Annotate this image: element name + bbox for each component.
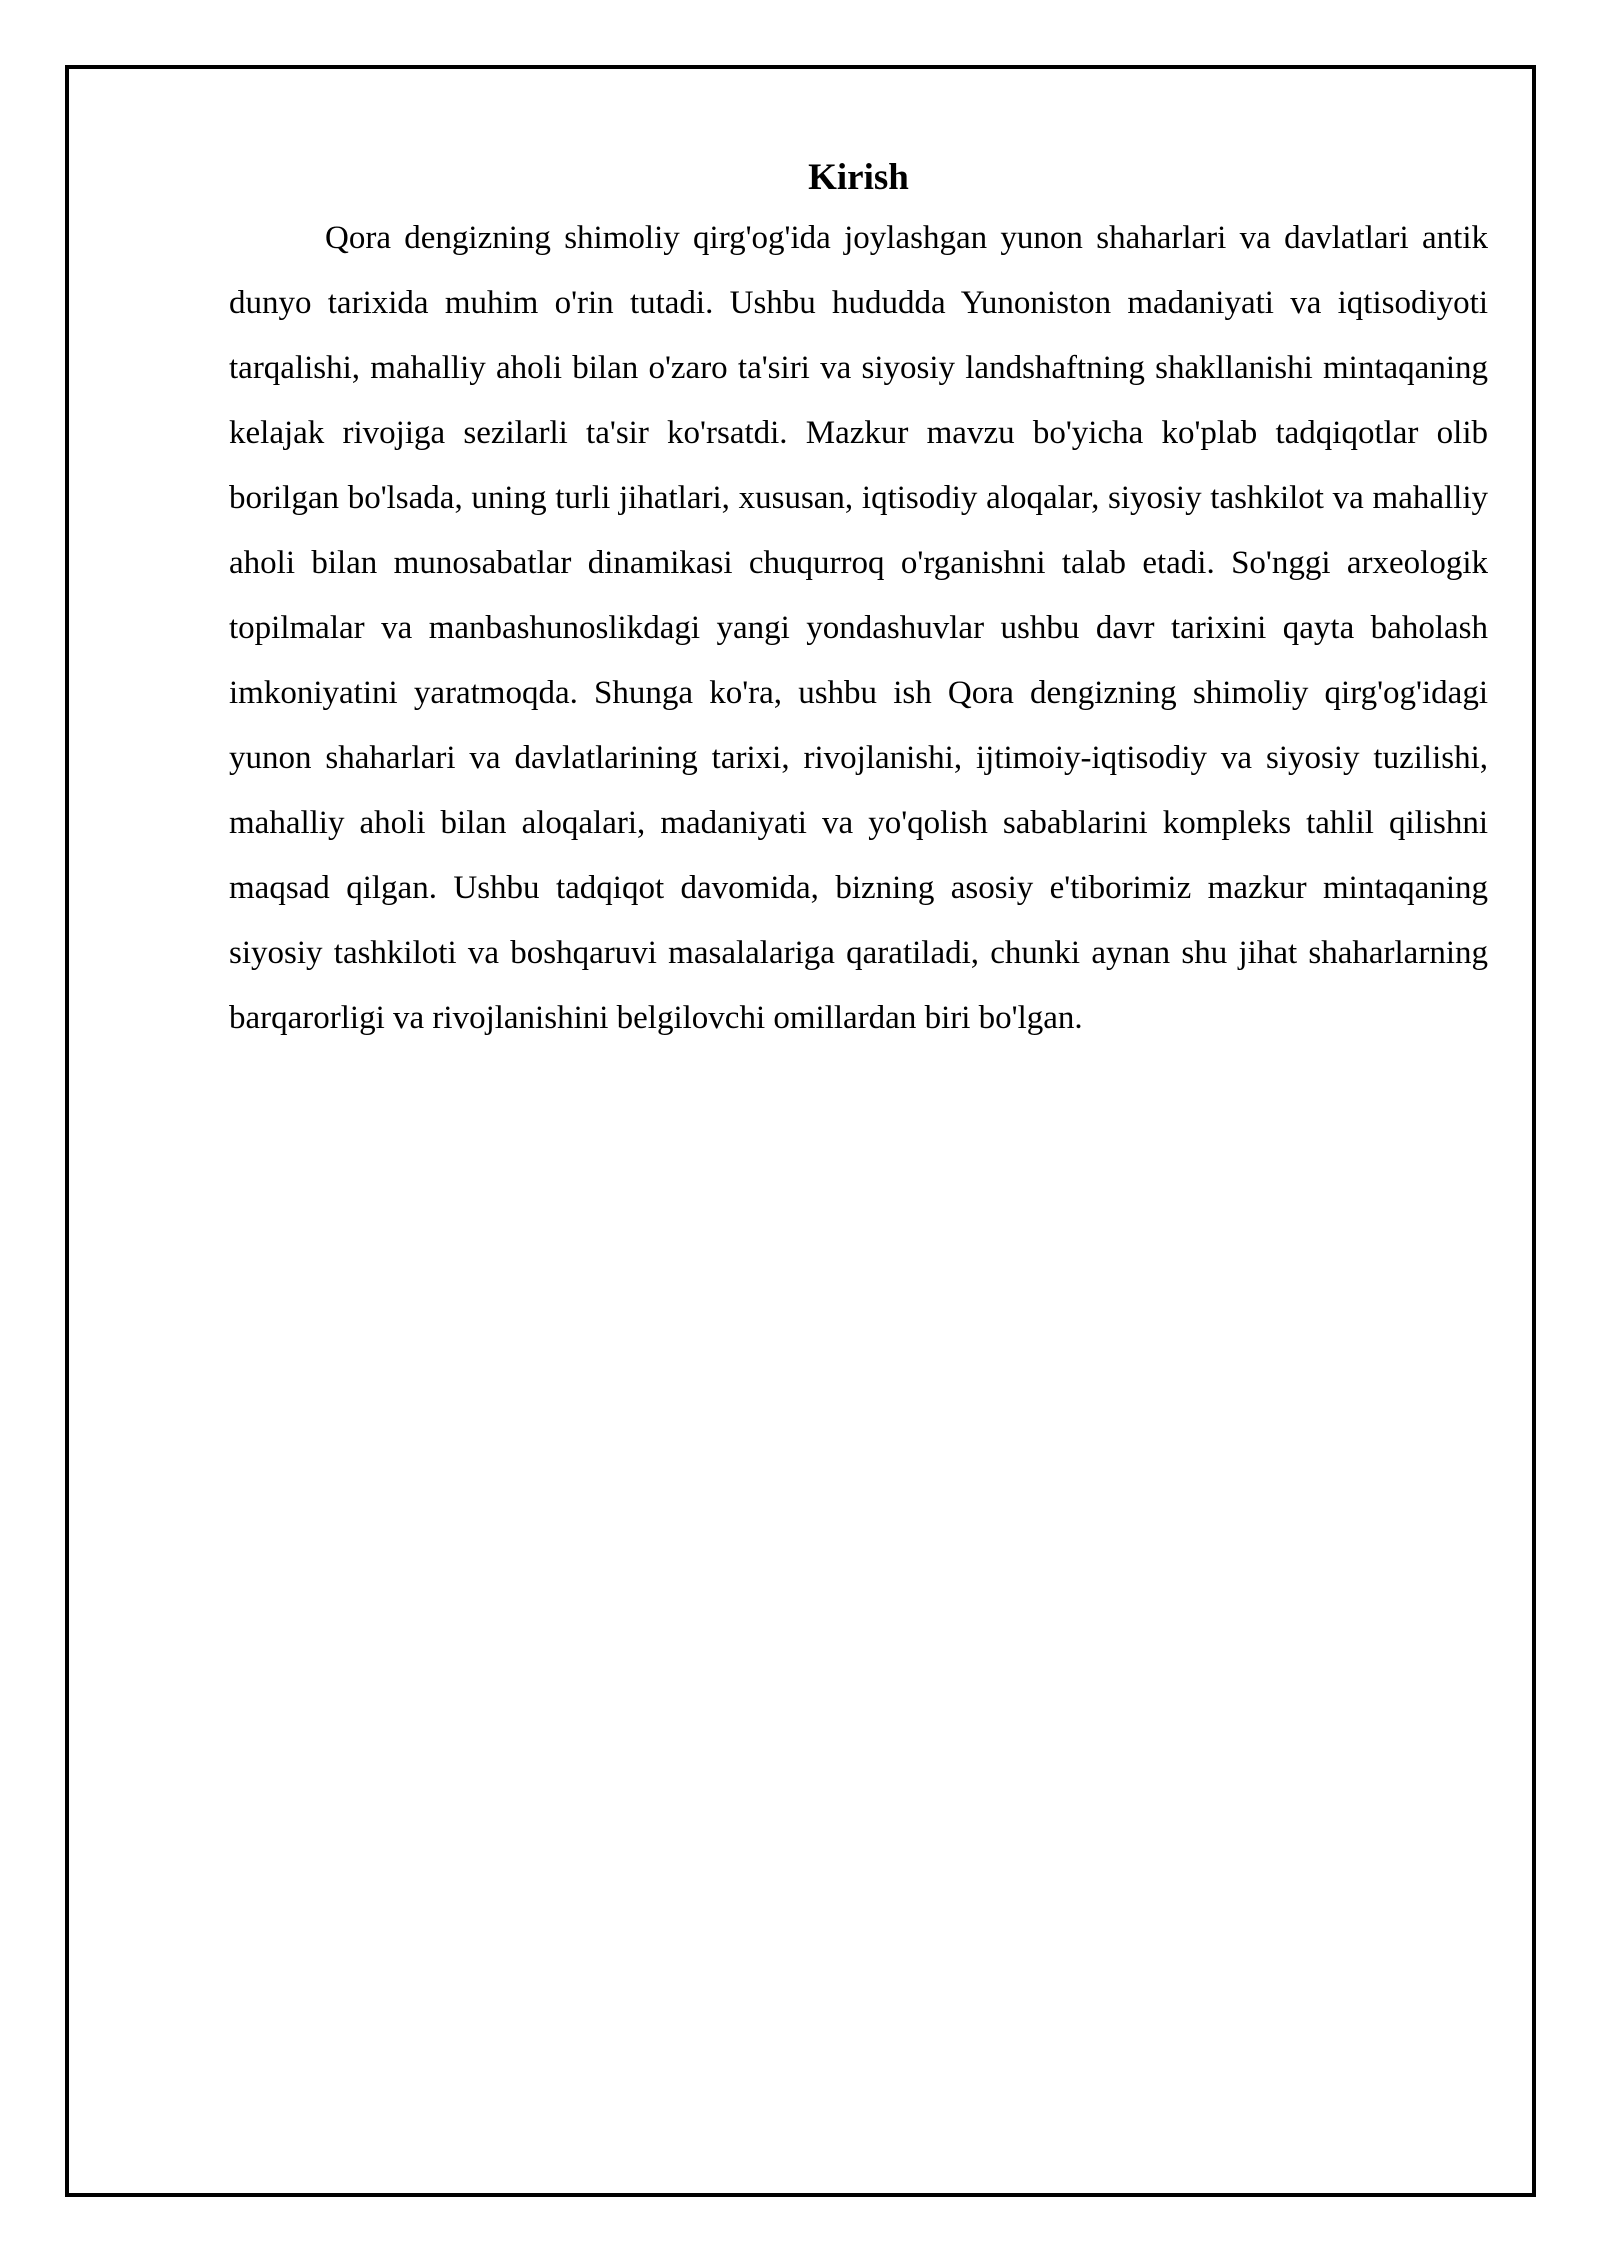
page-content: [229, 150, 1488, 1051]
page-title: Kirish: [808, 157, 909, 198]
body-paragraph: Qora dengizning shimoliy qirg'og'ida joylashgan yunon shaharlari va davlatlari antik dunyo tarixida muhim o'rin tutadi. Ushbu hududda Yunoniston madaniyati va iqtisodiyoti tarqalishi, mahalliy aholi bilan o'zaro ta'siri va siyosiy landshaftning shakllanishi mintaqaning kelajak rivojiga sezilarli ta'sir ko'rsatdi. Mazkur mavzu bo'yicha ko'plab tadqiqotlar olib borilgan bo'lsada, uning turli jihatlari, xususan, iqtisodiy aloqalar, siyosiy tashkilot va mahalliy aholi bilan munosabatlar dinamikasi chuqurroq o'rganishni talab etadi. So'nggi arxeologik topilmalar va manbashunoslikdagi yangi yondashuvlar ushbu davr tarixini qayta baholash imkoniyatini yaratmoqda. Shunga ko'ra, ushbu ish Qora dengizning shimoliy qirg'og'idagi yunon shaharlari va davlatlarining tarixi, rivojlanishi, ijtimoiy-iqtisodiy va siyosiy tuzilishi, mahalliy aholi bilan aloqalari, madaniyati va yo'qolish sabablarini kompleks tahlil qilishni maqsad qilgan. Ushbu tadqiqot davomida, bizning asosiy e'tiborimiz mazkur mintaqaning siyosiy tashkiloti va boshqaruvi masalalariga qaratiladi, chunki aynan shu jihat shaharlarning barqarorligi va rivojlanishini belgilovchi omillardan biri bo'lgan.: [229, 220, 1488, 1036]
